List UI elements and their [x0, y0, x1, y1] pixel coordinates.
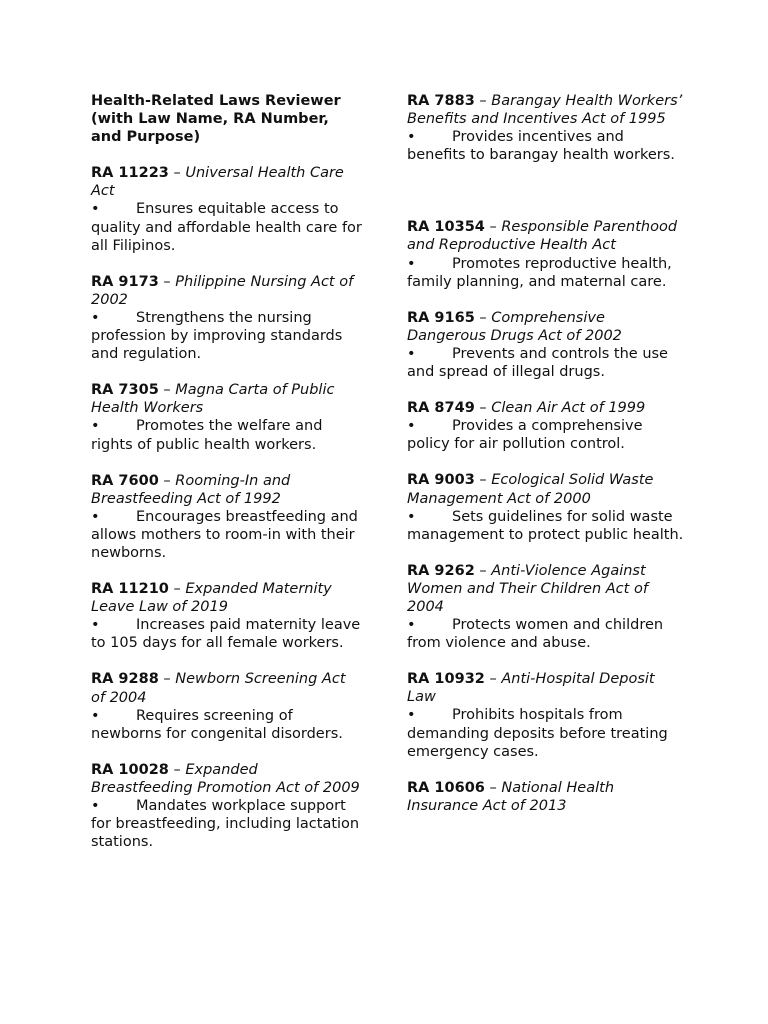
- dash: –: [158, 382, 176, 399]
- ra-number: RA 10606: [407, 779, 485, 796]
- law-heading: [91, 472, 363, 508]
- law-heading: [91, 273, 363, 309]
- purpose-text: Requires screening of newborns for congenital disorders.: [91, 707, 343, 742]
- purpose-text: Sets guidelines for solid waste management to protect public health.: [407, 508, 684, 543]
- law-heading: [407, 218, 687, 254]
- law-entry: [91, 273, 363, 363]
- law-purpose: [91, 797, 363, 851]
- law-entry: [407, 218, 687, 290]
- ra-number: RA 9288: [91, 671, 159, 688]
- law-heading: [91, 580, 363, 616]
- bullet-icon: •: [91, 617, 100, 634]
- law-heading: [407, 399, 687, 417]
- law-heading: [407, 92, 687, 128]
- dash: –: [168, 761, 186, 778]
- ra-number: RA 7600: [91, 472, 159, 489]
- bullet-icon: •: [407, 129, 416, 146]
- law-purpose: [91, 417, 363, 453]
- ra-number: RA 7883: [407, 93, 475, 109]
- purpose-text: Promotes reproductive health, family planning, and maternal care.: [407, 255, 672, 290]
- ra-number: RA 10932: [407, 671, 485, 688]
- dash: –: [474, 562, 492, 579]
- right-column: [407, 92, 687, 833]
- bullet-icon: •: [407, 617, 416, 634]
- law-entry: [407, 399, 687, 453]
- document-title: Health-Related Laws Reviewer (with Law Name, RA Number, and Purpose): [91, 93, 341, 146]
- law-heading: [407, 562, 687, 616]
- law-heading: [91, 670, 363, 706]
- dash: –: [484, 779, 502, 796]
- law-heading: [407, 309, 687, 345]
- law-purpose: [91, 200, 363, 254]
- law-purpose: [407, 255, 687, 291]
- law-heading: [91, 381, 363, 417]
- purpose-text: Protects women and children from violence and abuse.: [407, 617, 664, 652]
- ra-number: RA 8749: [407, 400, 475, 417]
- purpose-text: Encourages breastfeeding and allows mothers to room-in with their newborns.: [91, 508, 358, 561]
- law-entry: [407, 562, 687, 652]
- purpose-text: Prevents and controls the use and spread of illegal drugs.: [407, 345, 668, 381]
- law-entry: [407, 670, 687, 760]
- bullet-icon: •: [407, 255, 416, 272]
- purpose-text: Prohibits hospitals from demanding deposits before treating emergency cases.: [407, 707, 668, 760]
- bullet-icon: •: [91, 418, 100, 435]
- dash: –: [158, 472, 176, 489]
- law-entry: [91, 670, 363, 742]
- purpose-text: Ensures equitable access to quality and affordable health care for all Filipinos.: [91, 201, 362, 254]
- purpose-text: Increases paid maternity leave to 105 days for all female workers.: [91, 617, 361, 652]
- dash: –: [474, 309, 492, 326]
- law-entry: [407, 309, 687, 381]
- law-name: Rooming-In and Breastfeeding Act of 1992: [91, 472, 291, 507]
- ra-number: RA 11223: [91, 165, 169, 182]
- law-entry: [407, 779, 687, 815]
- law-purpose: [407, 128, 687, 164]
- ra-number: RA 9003: [407, 472, 475, 489]
- left-column: [91, 92, 363, 869]
- law-entry: [91, 580, 363, 652]
- law-name: Anti-Violence Against Women and Their Children Act of 2004: [407, 562, 648, 615]
- dash: –: [158, 273, 176, 290]
- dash: –: [168, 165, 186, 182]
- ra-number: RA 9173: [91, 273, 159, 290]
- law-name: Anti-Hospital Deposit Law: [407, 671, 655, 706]
- dash: –: [484, 219, 502, 236]
- law-name: Newborn Screening Act of 2004: [91, 671, 346, 706]
- law-heading: [91, 761, 363, 797]
- law-name: Comprehensive Dangerous Drugs Act of 2002: [407, 309, 622, 344]
- law-purpose: [407, 345, 687, 381]
- ra-number: RA 9165: [407, 309, 475, 326]
- law-purpose: [407, 508, 687, 544]
- law-purpose: [407, 417, 687, 453]
- purpose-text: Provides incentives and benefits to barangay health workers.: [407, 129, 675, 164]
- bullet-icon: •: [91, 201, 100, 218]
- law-name: Expanded Maternity Leave Law of 2019: [91, 581, 332, 616]
- ra-number: RA 7305: [91, 382, 159, 399]
- ra-number: RA 10028: [91, 761, 169, 778]
- dash: –: [158, 671, 176, 688]
- bullet-icon: •: [407, 707, 416, 724]
- law-name: Responsible Parenthood and Reproductive Health Act: [407, 219, 678, 254]
- bullet-icon: •: [407, 508, 416, 525]
- law-name: Barangay Health Workers’ Benefits and Incentives Act of 1995: [407, 93, 683, 128]
- purpose-text: Promotes the welfare and rights of public health workers.: [91, 418, 323, 453]
- ra-number: RA 11210: [91, 581, 169, 598]
- purpose-text: Mandates workplace support for breastfeeding, including lactation stations.: [91, 798, 360, 851]
- ra-number: RA 9262: [407, 562, 475, 579]
- law-heading: [91, 164, 363, 200]
- bullet-icon: •: [407, 418, 416, 435]
- dash: –: [474, 93, 492, 109]
- purpose-text: Provides a comprehensive policy for air pollution control.: [407, 418, 643, 453]
- law-purpose: [91, 309, 363, 363]
- law-purpose: [91, 508, 363, 562]
- law-heading: [407, 670, 687, 706]
- law-purpose: [91, 707, 363, 743]
- law-entry: [91, 164, 363, 254]
- law-purpose: [91, 616, 363, 652]
- law-entry: [407, 92, 687, 164]
- law-name: Universal Health Care Act: [91, 165, 344, 200]
- bullet-icon: •: [91, 798, 100, 814]
- dash: –: [474, 400, 492, 417]
- bullet-icon: •: [91, 309, 100, 326]
- dash: –: [484, 671, 502, 688]
- dash: –: [168, 581, 186, 598]
- bullet-icon: •: [91, 508, 100, 525]
- law-name: National Health Insurance Act of 2013: [407, 779, 615, 814]
- law-entry: [91, 472, 363, 562]
- purpose-text: Strengthens the nursing profession by improving standards and regulation.: [91, 309, 343, 363]
- law-entry: [91, 761, 363, 851]
- law-name: Expanded Breastfeeding Promotion Act of 2009: [91, 761, 360, 796]
- ra-number: RA 10354: [407, 219, 485, 236]
- law-name: Philippine Nursing Act of 2002: [91, 273, 354, 308]
- law-heading: [407, 471, 687, 507]
- law-entry: [407, 471, 687, 543]
- law-purpose: [407, 706, 687, 760]
- law-entry: [91, 381, 363, 453]
- bullet-icon: •: [91, 707, 100, 724]
- law-name: Ecological Solid Waste Management Act of 2000: [407, 472, 654, 507]
- dash: –: [474, 472, 492, 489]
- bullet-icon: •: [407, 345, 416, 362]
- law-name: Clean Air Act of 1999: [491, 400, 646, 417]
- law-purpose: [407, 616, 687, 652]
- law-name: Magna Carta of Public Health Workers: [91, 382, 335, 417]
- law-heading: [407, 779, 687, 815]
